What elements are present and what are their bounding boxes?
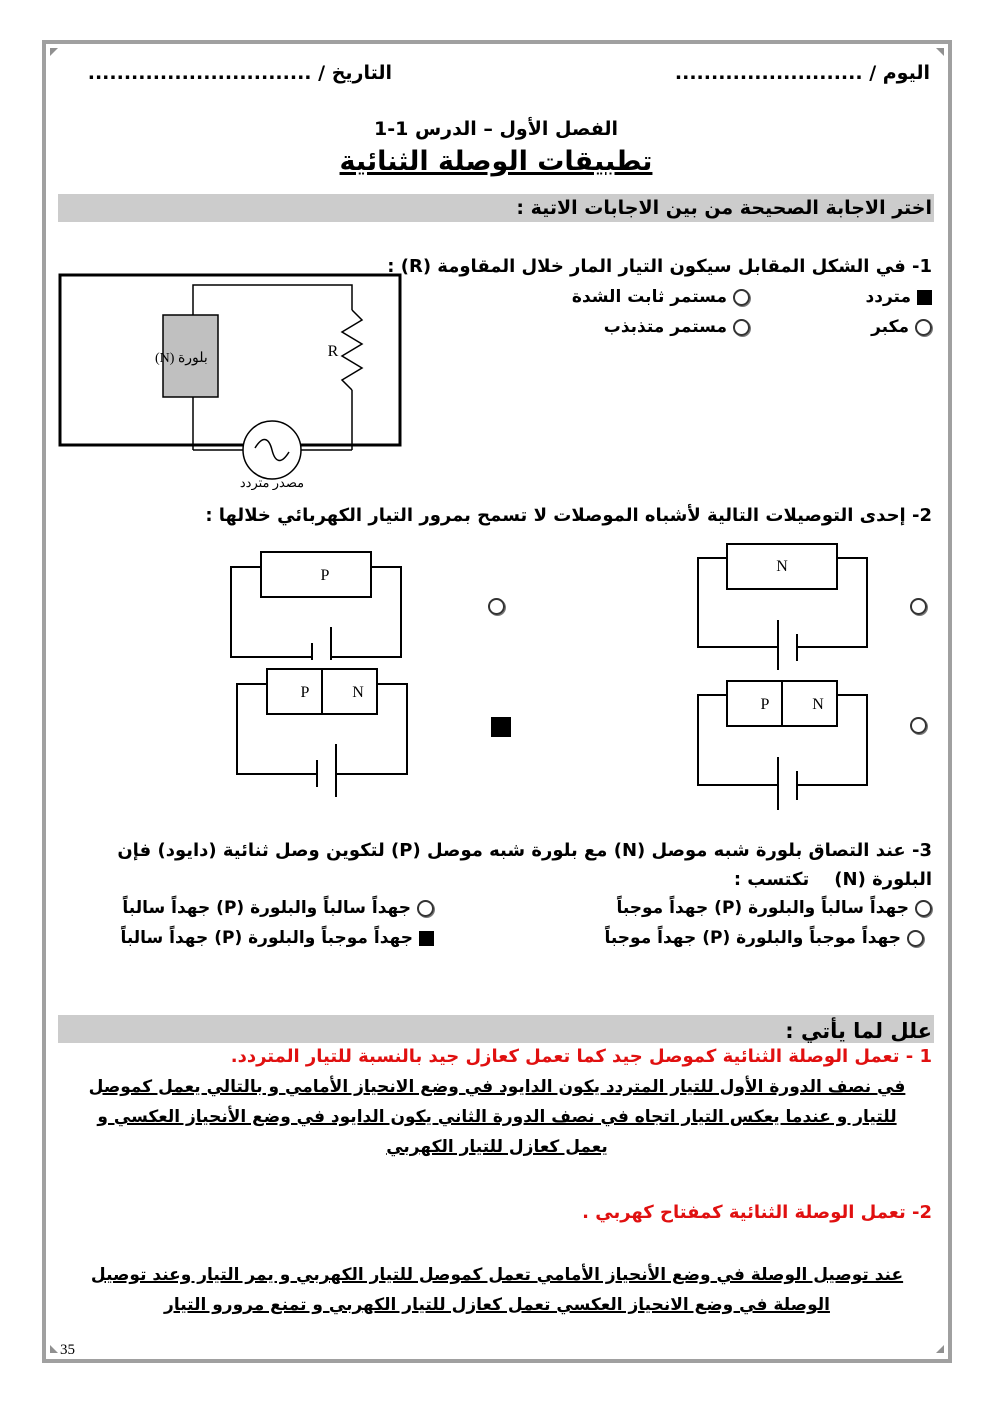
q2-circuit-pn-reverse [225, 662, 415, 797]
q3-option-1[interactable]: جهداً سالباً والبلورة (P) جهداً موجباً [616, 898, 932, 918]
checked-box-icon[interactable] [419, 931, 434, 946]
reason-question-1: 1 - تعمل الوصلة الثنائية كموصل جيد كما تعمل كعازل جيد بالنسبة للتيار المتردد. [230, 1046, 932, 1067]
question-3-line2: البلورة (N) تكتسب : [733, 869, 932, 890]
q3-option-3[interactable]: جهداً موجباً والبلورة (P) جهداً موجباً [604, 928, 924, 948]
question-2: 2- إحدى التوصيلات التالية لأشباه الموصلات لا تسمح بمرور التيار الكهربائي خلالها : [205, 505, 932, 526]
svg-text:N: N [352, 684, 364, 701]
radio-icon[interactable] [907, 930, 924, 947]
radio-icon[interactable] [733, 319, 750, 336]
day-field [675, 62, 930, 84]
day-label: اليوم / [869, 62, 930, 84]
svg-text:P: P [300, 684, 310, 701]
question-1: 1- في الشكل المقابل سيكون التيار المار خلال المقاومة (R) : [387, 256, 932, 277]
page-frame-right [948, 40, 952, 1363]
page-frame-top [42, 40, 952, 44]
section2-heading: علل لما يأتي : [785, 1019, 932, 1043]
q1-option-1[interactable]: متردد [866, 287, 933, 307]
svg-text:N: N [776, 558, 788, 575]
day-dots: .......................... [674, 62, 863, 84]
q2-option-4-checked[interactable] [491, 717, 511, 737]
date-label: التاريخ / [318, 62, 392, 84]
reason-answer-1: في نصف الدورة الأول للتيار المتردد يكون الدايود في وضع الانحياز الأمامي و بالتالي يعمل كموصل للتيار و عندما يعكس التيار اتجاه في نصف الدورة الثاني يكون الدايود في وضع الأنحياز العكسي و يعمل كعازل للتيار الكهربي [88, 1077, 906, 1157]
corner-mark [936, 1345, 944, 1353]
resistor-icon [342, 310, 362, 390]
checked-box-icon[interactable] [917, 290, 932, 305]
radio-icon[interactable] [417, 900, 434, 917]
radio-icon[interactable] [915, 900, 932, 917]
section1-heading: اختر الاجابة الصحيحة من بين الاجابات الاتية : [516, 197, 932, 219]
q1-option-3[interactable]: مكبر [871, 317, 932, 337]
reason-answer-2: عند توصيل الوصلة في وضع الأنحياز الأمامي تعمل كموصل للتيار الكهربي و يمر التيار وعند توصيل الوصلة في وضع الانحياز العكسي تعمل كعازل للتيار الكهربي و تمنع مرورو التيار [90, 1265, 904, 1315]
radio-icon[interactable] [733, 289, 750, 306]
question-3-line1: 3- عند التصاق بلورة شبه موصل (N) مع بلورة شبه موصل (P) لتكوين وصل ثنائية (دايود) فإن [117, 840, 932, 861]
reason-question-2: 2- تعمل الوصلة الثنائية كمفتاح كهربي . [582, 1202, 932, 1223]
q1-option-2[interactable]: مستمر ثابت الشدة [572, 287, 750, 307]
page-frame-left [42, 40, 46, 1363]
q3-option-2[interactable]: جهداً سالباً والبلورة (P) جهداً سالباً [122, 898, 434, 918]
q1-circuit-diagram [55, 270, 405, 490]
page-number: 35 [60, 1342, 75, 1358]
svg-text:N: N [812, 696, 824, 713]
date-field [88, 62, 392, 84]
main-title: تطبيقات الوصلة الثنائية [339, 146, 653, 177]
corner-mark [50, 1345, 58, 1353]
radio-icon[interactable] [915, 319, 932, 336]
q3-option-4[interactable]: جهداً موجباً والبلورة (P) جهداً سالباً [120, 928, 434, 948]
q2-option-1-radio[interactable] [910, 598, 927, 615]
svg-text:بلورة (N): بلورة (N) [155, 351, 208, 366]
q2-option-2-radio[interactable] [488, 598, 505, 615]
q2-circuit-p [225, 545, 415, 660]
svg-text:مصدر متردد: مصدر متردد [239, 475, 305, 490]
svg-text:P: P [320, 567, 330, 584]
corner-mark [50, 48, 58, 56]
chapter-lesson-title: الفصل الأول – الدرس 1-1 [373, 118, 619, 140]
q2-circuit-n [690, 540, 880, 670]
corner-mark [936, 48, 944, 56]
q2-option-3-radio[interactable] [910, 717, 927, 734]
date-dots: ............................... [87, 62, 312, 84]
svg-text:P: P [760, 696, 770, 713]
page-frame-bottom [42, 1359, 952, 1363]
q1-option-4[interactable]: مستمر متذبذب [604, 317, 750, 337]
q2-circuit-pn-forward [690, 675, 880, 810]
svg-text:R: R [327, 343, 339, 360]
